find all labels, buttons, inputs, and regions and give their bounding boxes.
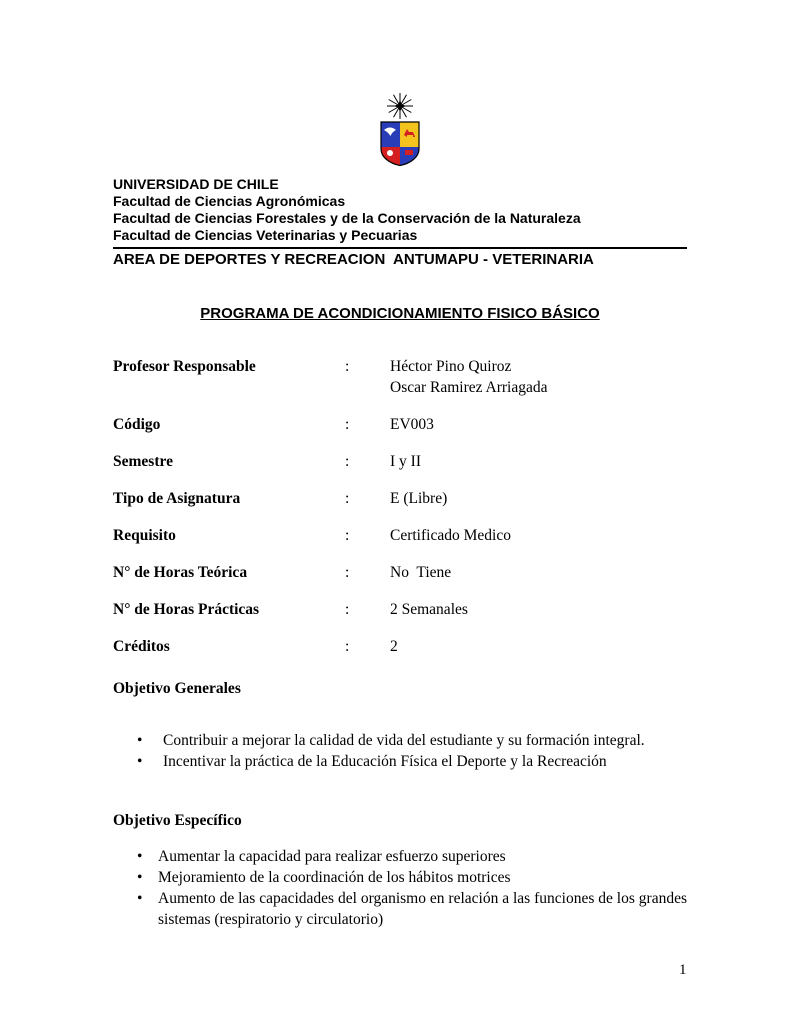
bullet-icon: •: [137, 753, 143, 770]
list-item: [113, 730, 687, 751]
page-number: 1: [679, 962, 687, 978]
faculty-line-3: Facultad de Ciencias Veterinarias y Pecuarias: [113, 227, 687, 249]
field-row-tipo-asignatura: [113, 488, 687, 509]
field-row-semestre: [113, 451, 687, 472]
list-item: [113, 867, 687, 888]
document-title-text: PROGRAMA DE ACONDICIONAMIENTO FISICO BÁSICO: [200, 305, 600, 322]
field-colon: :: [345, 490, 350, 507]
field-row-horas-teorica: [113, 562, 687, 583]
list-item: [113, 888, 687, 930]
field-colon: :: [345, 564, 350, 581]
bullet-icon: •: [137, 732, 143, 749]
field-value: 2 Semanales: [390, 601, 468, 618]
field-label: Código: [113, 416, 161, 433]
field-colon: :: [345, 527, 350, 544]
bullet-text: Contribuir a mejorar la calidad de vida del estudiante y su formación integral.: [163, 732, 645, 749]
field-value: E (Libre): [390, 490, 448, 507]
field-row-requisito: [113, 525, 687, 546]
field-row-profesor: [113, 356, 687, 398]
bullet-icon: •: [137, 890, 143, 907]
document-header: [113, 176, 687, 268]
bullet-text: Aumentar la capacidad para realizar esfuerzo superiores: [158, 848, 506, 865]
field-label: Requisito: [113, 527, 176, 544]
objetivo-generales-list: [113, 730, 687, 772]
logo-container: [0, 90, 800, 168]
bullet-text: Incentivar la práctica de la Educación Física el Deporte y la Recreación: [163, 753, 607, 770]
section-heading-objetivo-especifico: Objetivo Específico: [113, 812, 242, 829]
objetivo-especifico-list: [113, 846, 687, 930]
faculty-line-2: Facultad de Ciencias Forestales y de la Conservación de la Naturaleza: [113, 210, 581, 226]
university-name: UNIVERSIDAD DE CHILE: [113, 176, 279, 192]
field-colon: :: [345, 601, 350, 618]
field-colon: :: [345, 638, 350, 655]
field-row-creditos: [113, 636, 687, 657]
course-fields-table: [113, 356, 687, 673]
field-label: Profesor Responsable: [113, 358, 256, 375]
bottom-left-figure-icon: [387, 150, 393, 156]
field-label: Semestre: [113, 453, 173, 470]
field-label: Tipo de Asignatura: [113, 490, 241, 507]
field-value-line2: Oscar Ramirez Arriagada: [390, 379, 548, 396]
list-item: [113, 751, 687, 772]
field-colon: :: [345, 358, 350, 375]
field-value: Héctor Pino Quiroz: [390, 358, 512, 375]
field-label: N° de Horas Teórica: [113, 564, 248, 581]
field-value: 2: [390, 638, 398, 655]
field-colon: :: [345, 453, 350, 470]
bullet-icon: •: [137, 869, 143, 886]
field-value: I y II: [390, 453, 421, 470]
university-crest-logo: [373, 90, 427, 168]
bullet-text: Mejoramiento de la coordinación de los hábitos motrices: [158, 869, 511, 886]
bottom-right-figure-icon: [405, 150, 413, 155]
field-value: EV003: [390, 416, 434, 433]
field-value: No Tiene: [390, 564, 452, 581]
star-icon: [394, 100, 406, 112]
list-item: [113, 846, 687, 867]
department-area-line: AREA DE DEPORTES Y RECREACION ANTUMAPU - VETERINARIA: [113, 251, 594, 268]
document-title: [0, 305, 800, 322]
field-row-horas-practicas: [113, 599, 687, 620]
field-value-group: [390, 356, 548, 398]
field-value: Certificado Medico: [390, 527, 511, 544]
bullet-text: Aumento de las capacidades del organismo en relación a las funciones de los grandes sistemas (respiratorio y circulatorio): [158, 890, 687, 928]
field-row-codigo: [113, 414, 687, 435]
faculty-line-1: Facultad de Ciencias Agronómicas: [113, 193, 346, 209]
bullet-icon: •: [137, 848, 143, 865]
field-label: N° de Horas Prácticas: [113, 601, 260, 618]
section-heading-objetivo-generales: Objetivo Generales: [113, 680, 241, 697]
field-label: Créditos: [113, 638, 170, 655]
field-colon: :: [345, 416, 350, 433]
